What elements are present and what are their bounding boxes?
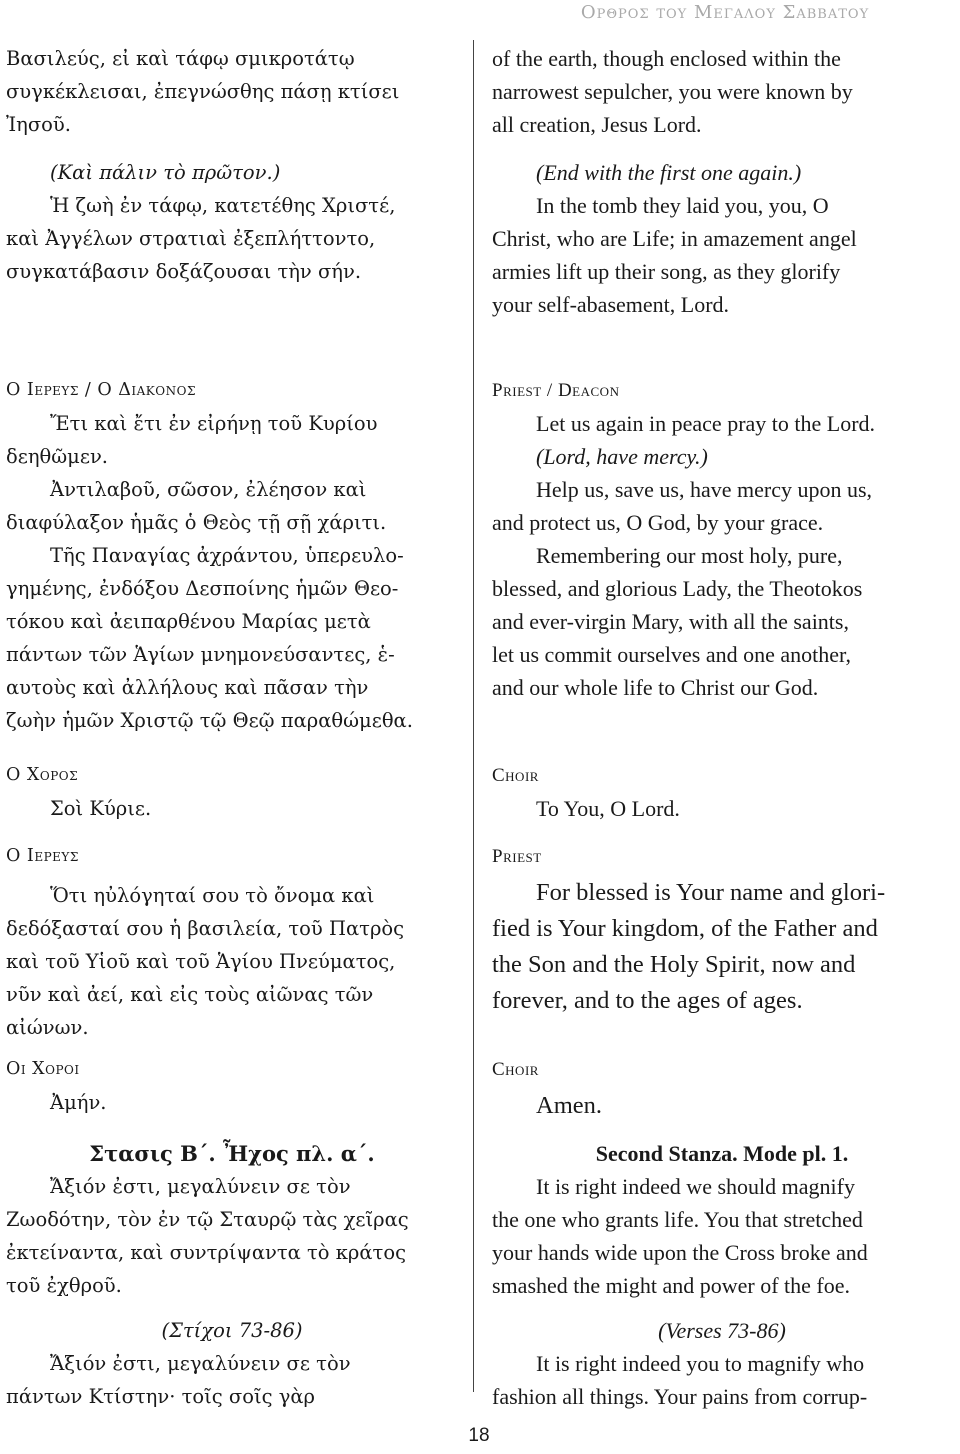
text-line: γημένης, ἐνδόξου Δεσποίνης ἡμῶν Θεο- bbox=[6, 577, 399, 600]
text-line: συγκέκλεισαι, ἐπεγνώσθης πάσῃ κτίσει bbox=[6, 80, 400, 103]
text-line: let us commit ourselves and one another, bbox=[492, 642, 851, 667]
text-line: Βασιλεύς, εἰ καὶ τάφῳ σμικροτάτῳ bbox=[6, 47, 355, 70]
text-line: fashion all things. Your pains from corrup- bbox=[492, 1384, 868, 1409]
column-divider bbox=[473, 40, 474, 1392]
text-line: Ἰησοῦ. bbox=[6, 113, 71, 136]
text-line: It is right indeed you to magnify who bbox=[536, 1351, 865, 1376]
text-line: αυτοὺς καὶ ἀλλήλους καὶ πᾶσαν τὴν bbox=[6, 676, 369, 699]
text-line: τόκου καὶ ἀειπαρθένου Μαρίας μετὰ bbox=[6, 610, 371, 633]
stanza-title: Second Stanza. Mode pl. 1. bbox=[595, 1141, 849, 1166]
speaker-label: Ο Χοροσ bbox=[6, 765, 79, 785]
greek-litany bbox=[6, 374, 458, 737]
text-line: Ζωοδότην, τὸν ἐν τῷ Σταυρῷ τὰς χεῖρας bbox=[6, 1208, 409, 1231]
stanza-title: Στασις Β΄. Ἦχος πλ. α΄. bbox=[89, 1141, 375, 1166]
rubric: (End with the first one again.) bbox=[536, 160, 802, 185]
text-line: Τῆς Παναγίας ἀχράντου, ὑπερευλο- bbox=[50, 544, 404, 567]
english-stanza bbox=[492, 1137, 952, 1413]
text-line: all creation, Jesus Lord. bbox=[492, 112, 702, 137]
rubric: (Καὶ πάλιν τὸ πρῶτον.) bbox=[50, 161, 281, 184]
text-line: your self-abasement, Lord. bbox=[492, 292, 730, 317]
speaker-label: Choir bbox=[492, 765, 539, 786]
text-line: ζωὴν ἡμῶν Χριστῷ τῷ Θεῷ παραθώμεθα. bbox=[6, 709, 413, 732]
english-choir-2 bbox=[492, 1053, 952, 1124]
text-line: fied is Your kingdom, of the Father and bbox=[492, 915, 878, 942]
text-line: blessed, and glorious Lady, the Theotokos bbox=[492, 576, 863, 601]
text-line: Christ, who are Life; in amazement angel bbox=[492, 226, 857, 251]
speaker-label: Priest / Deacon bbox=[492, 380, 620, 401]
text-line: νῦν καὶ ἀεί, καὶ εἰς τοὺς αἰῶνας τῶν bbox=[6, 983, 374, 1006]
text-line: your hands wide upon the Cross broke and bbox=[492, 1240, 868, 1265]
text-line: αἰώνων. bbox=[6, 1016, 89, 1039]
text-line: Ἄξιόν ἐστι, μεγαλύνειν σε τὸν bbox=[50, 1175, 351, 1198]
running-head: Ορθρος του Μεγαλου Σαββατου bbox=[580, 2, 870, 23]
greek-choir-1 bbox=[6, 759, 458, 825]
text-line: Ἔτι καὶ ἔτι ἐν εἰρήνῃ τοῦ Κυρίου bbox=[50, 412, 378, 435]
english-litany bbox=[492, 374, 952, 704]
rubric: (Lord, have mercy.) bbox=[536, 444, 708, 469]
english-verse-1 bbox=[492, 42, 952, 141]
speaker-label: Οι Χοροι bbox=[6, 1059, 80, 1079]
speaker-label: Choir bbox=[492, 1059, 539, 1080]
text-line: Ἀμήν. bbox=[50, 1091, 107, 1114]
text-line: In the tomb they laid you, you, O bbox=[536, 193, 829, 218]
text-line: καὶ τοῦ Υἱοῦ καὶ τοῦ Ἁγίου Πνεύματος, bbox=[6, 950, 396, 973]
text-line: πάντων Κτίστην· τοῖς σοῖς γὰρ bbox=[6, 1385, 316, 1408]
text-line: συγκατάβασιν δοξάζουσαι τὴν σήν. bbox=[6, 260, 362, 283]
greek-stanza bbox=[6, 1137, 458, 1413]
text-line: δεδόξασταί σου ἡ βασιλεία, τοῦ Πατρὸς bbox=[6, 917, 405, 940]
greek-ekphonesis bbox=[6, 840, 458, 1044]
text-line: δεηθῶμεν. bbox=[6, 445, 108, 468]
text-line: To You, O Lord. bbox=[536, 796, 680, 821]
speaker-label: Ο Ιερευσ / Ο Διακονοσ bbox=[6, 380, 196, 400]
english-choir-1 bbox=[492, 759, 952, 825]
page-number: 18 bbox=[468, 1425, 490, 1446]
text-line: Ἡ ζωὴ ἐν τάφῳ, κατετέθης Χριστέ, bbox=[50, 194, 396, 217]
english-ekphonesis bbox=[492, 840, 952, 1019]
text-line: armies lift up their song, as they glorify bbox=[492, 259, 841, 284]
text-line: the one who grants life. You that stretched bbox=[492, 1207, 863, 1232]
text-line: of the earth, though enclosed within the bbox=[492, 46, 841, 71]
text-line: Let us again in peace pray to the Lord. bbox=[536, 411, 876, 436]
text-line: Ὅτι ηὐλόγηταί σου τὸ ὄνομα καὶ bbox=[50, 884, 375, 907]
text-line: τοῦ ἐχθροῦ. bbox=[6, 1274, 122, 1297]
english-verse-2 bbox=[492, 156, 952, 321]
text-line: πάντων τῶν Ἁγίων μνημονεύσαντες, ἑ- bbox=[6, 643, 395, 666]
text-line: and protect us, O God, by your grace. bbox=[492, 510, 824, 535]
text-line: and our whole life to Christ our God. bbox=[492, 675, 819, 700]
text-line: narrowest sepulcher, you were known by bbox=[492, 79, 853, 104]
text-line: forever, and to the ages of ages. bbox=[492, 987, 803, 1014]
text-line: καὶ Ἀγγέλων στρατιαὶ ἐξεπλήττοντο, bbox=[6, 227, 376, 250]
text-line: Help us, save us, have mercy upon us, bbox=[536, 477, 873, 502]
text-line: smashed the might and power of the foe. bbox=[492, 1273, 851, 1298]
speaker-label: Ο Ιερευσ bbox=[6, 846, 79, 866]
text-line: Amen. bbox=[536, 1092, 602, 1119]
text-line: It is right indeed we should magnify bbox=[536, 1174, 855, 1199]
speaker-label: Priest bbox=[492, 846, 542, 867]
text-line: and ever-virgin Mary, with all the saints, bbox=[492, 609, 849, 634]
greek-choir-2 bbox=[6, 1053, 458, 1119]
text-line: For blessed is Your name and glori- bbox=[536, 879, 886, 906]
text-line: Remembering our most holy, pure, bbox=[536, 543, 843, 568]
rubric: (Στίχοι 73-86) bbox=[161, 1319, 303, 1342]
text-line: ἐκτείναντα, καὶ συντρίψαντα τὸ κράτος bbox=[6, 1241, 406, 1264]
text-line: the Son and the Holy Spirit, now and bbox=[492, 951, 856, 978]
rubric: (Verses 73-86) bbox=[658, 1318, 786, 1343]
text-line: Ἄξιόν ἐστι, μεγαλύνειν σε τὸν bbox=[50, 1352, 351, 1375]
text-line: Σοὶ Κύριε. bbox=[50, 797, 152, 820]
greek-verse-2 bbox=[6, 156, 458, 288]
text-line: Ἀντιλαβοῦ, σῶσον, ἐλέησον καὶ bbox=[50, 478, 367, 501]
text-line: διαφύλαξον ἡμᾶς ὁ Θεὸς τῇ σῇ χάριτι. bbox=[6, 511, 387, 534]
greek-verse-1 bbox=[6, 42, 458, 141]
